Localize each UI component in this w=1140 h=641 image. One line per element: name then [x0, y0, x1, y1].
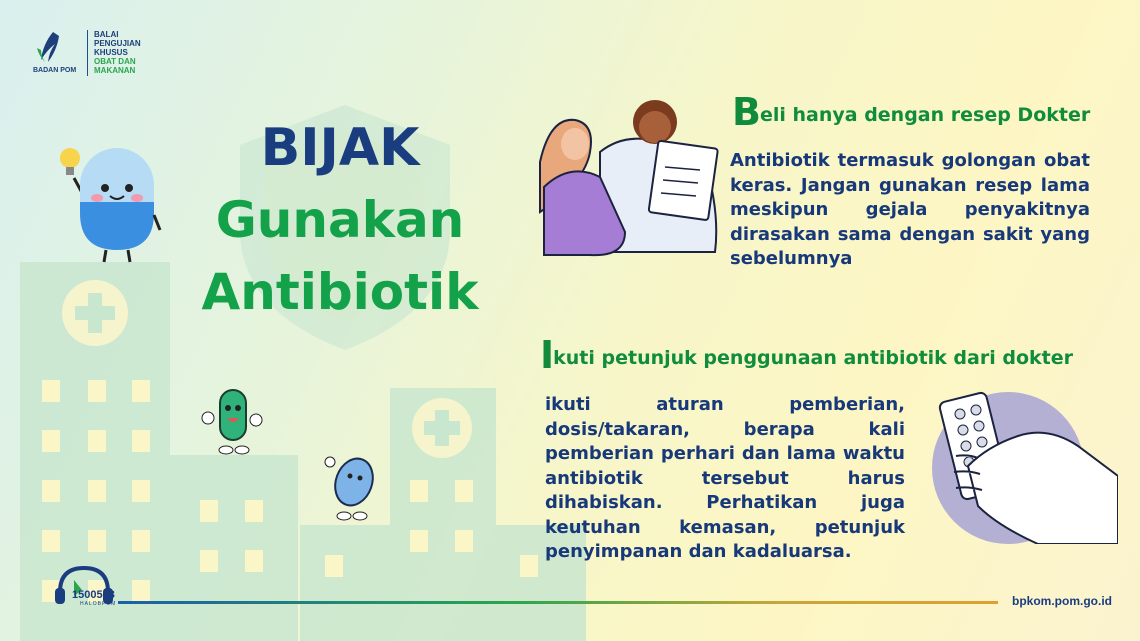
section1-heading	[732, 90, 1090, 134]
logo-line-5: MAKANAN	[94, 66, 136, 75]
logo-line-1: BALAI	[94, 30, 119, 39]
lightbulb-icon	[60, 148, 80, 175]
footer-url[interactable]: bpkom.pom.go.id	[1012, 594, 1112, 608]
footer-divider	[118, 601, 998, 604]
section2-body: ikuti aturan pemberian, dosis/takaran, berapa kali pemberian perhari dan lama waktu antibiotik tersebut harus dihabiskan. Perhatikan juga keutuhan kemasan, petunjuk penyimpanan dan kadaluarsa.	[545, 394, 905, 562]
section2-heading-text: kuti petunjuk penggunaan antibiotik dari dokter	[553, 347, 1073, 369]
logo-mark-icon	[33, 30, 63, 64]
title-line-1: BIJAK	[260, 118, 420, 178]
logo-line-4: OBAT DAN	[94, 57, 136, 66]
section1-heading-text: eli hanya dengan resep Dokter	[759, 104, 1091, 126]
section1-cap: B	[732, 90, 760, 134]
hotline-label: HALOBPOM	[80, 601, 117, 607]
pill-mascot	[52, 140, 162, 265]
page-title	[180, 112, 500, 328]
logo-line-2: PENGUJIAN	[94, 39, 141, 48]
green-capsule-mascot	[198, 388, 266, 456]
section2-cap: I	[540, 333, 554, 377]
title-line-2: Gunakan	[215, 191, 465, 249]
hand-blister-illustration	[928, 386, 1118, 544]
blue-tablet-mascot	[322, 452, 384, 524]
section2-heading	[540, 333, 1073, 377]
logo-name: BADAN POM	[33, 67, 77, 74]
badan-pom-logo	[33, 30, 141, 78]
hotline-number: 1500533	[72, 589, 115, 601]
title-line-3: Antibiotik	[201, 263, 479, 321]
section1-body: Antibiotik termasuk golongan obat keras. Jangan gunakan resep lama meskipun gejala penyakitnya dirasakan sama dengan sakit yang sebelumnya	[730, 150, 1090, 269]
logo-line-3: KHUSUS	[94, 48, 128, 57]
doctor-patient-illustration	[530, 92, 725, 257]
